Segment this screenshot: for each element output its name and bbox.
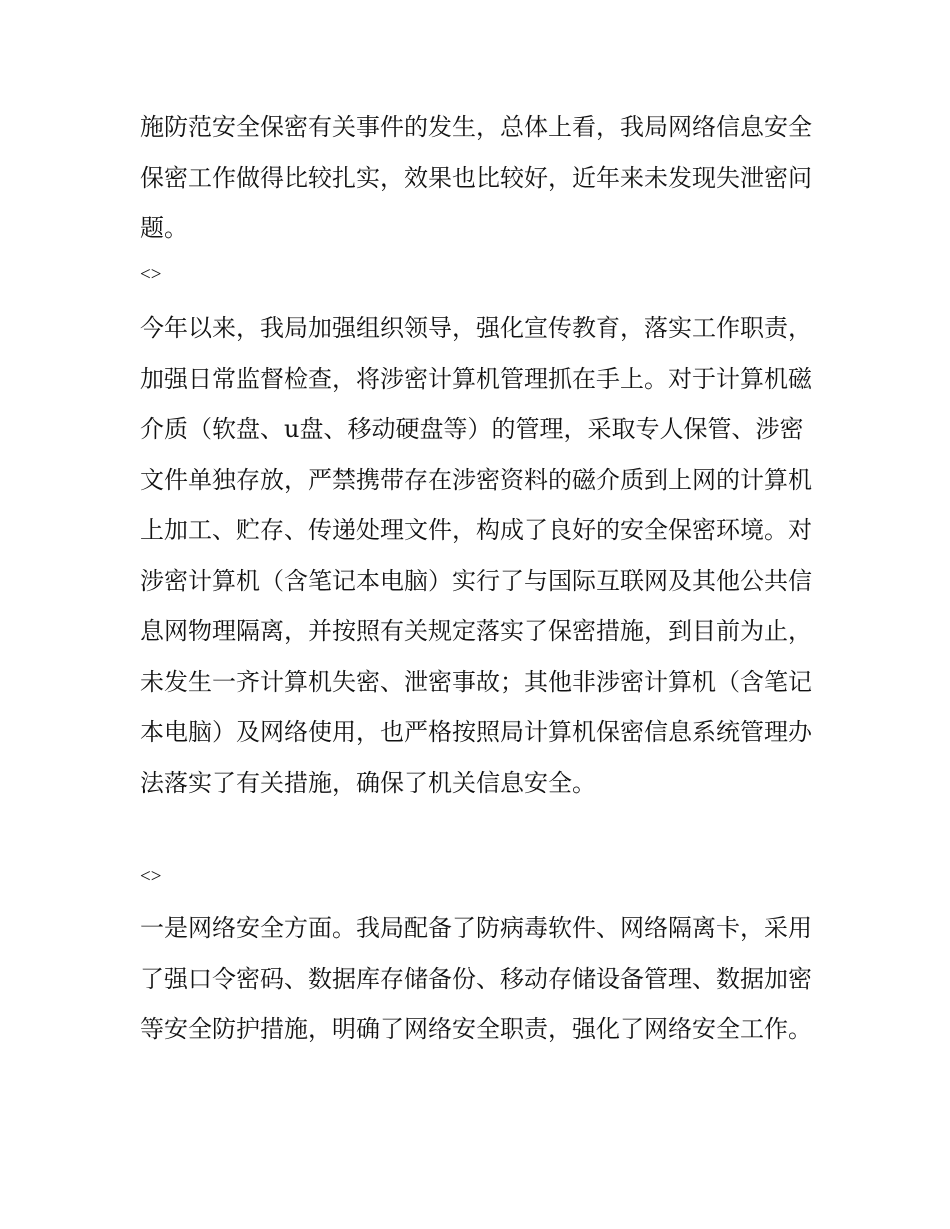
separator-marker-2: <>	[140, 866, 162, 887]
paragraph-1: 施防范安全保密有关事件的发生，总体上看，我局网络信息安全保密工作做得比较扎实，效果也比较好，近年来未发现失泄密问题。	[140, 113, 812, 242]
paragraph-2: 今年以来，我局加强组织领导，强化宣传教育，落实工作职责，加强日常监督检查，将涉密计算机管理抓在手上。对于计算机磁介质（软盘、u盘、移动硬盘等）的管理，采取专人保管、涉密文件单独存放，严禁携带存在涉密资料的磁介质到上网的计算机上加工、贮存、传递处理文件，构成了良好的安全保密环境。对涉密计算机（含笔记本电脑）实行了与国际互联网及其他公共信息网物理隔离，并按照有关规定落实了保密措施，到目前为止，未发生一齐计算机失密、泄密事故；其他非涉密计算机（含笔记本电脑）及网络使用，也严格按照局计算机保密信息系统管理办法落实了有关措施，确保了机关信息安全。	[140, 314, 812, 797]
separator-marker-1: <>	[140, 264, 162, 285]
paragraph-3: 一是网络安全方面。我局配备了防病毒软件、网络隔离卡，采用了强口令密码、数据库存储备份、移动存储设备管理、数据加密等安全防护措施，明确了网络安全职责，强化了网络安全工作。	[140, 914, 812, 1043]
